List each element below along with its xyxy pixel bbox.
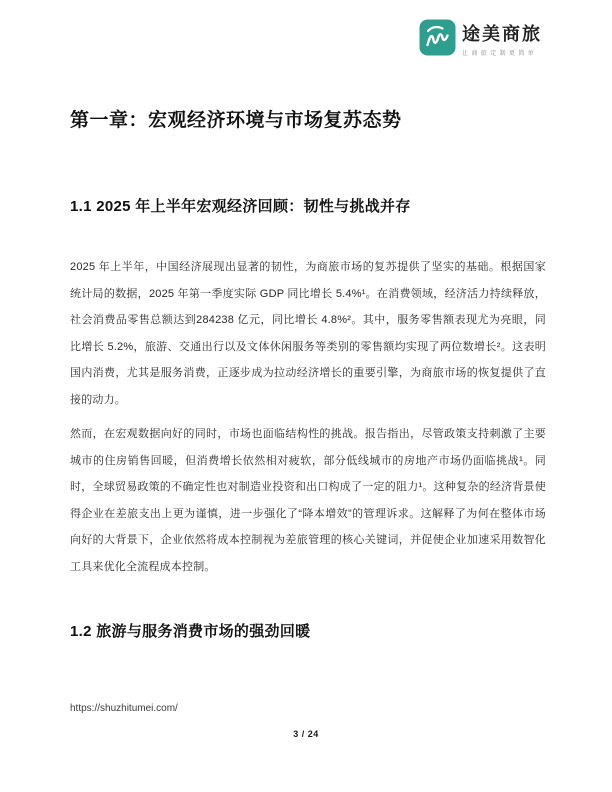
section-1-1-body (70, 254, 546, 588)
section-heading-1-1: 1.1 2025 年上半年宏观经济回顾：韧性与挑战并存 (70, 198, 411, 215)
brand-logo-tagline: 让商旅定制更简单 (462, 50, 538, 57)
brand-logo-icon (419, 19, 456, 56)
body-paragraph-1: 2025 年上半年，中国经济展现出显著的韧性，为商旅市场的复苏提供了坚实的基础。根据国家统计局的数据，2025 年第一季度实际 GDP 同比增长 5.4%¹。在消费领域，经济活力持续释放，社会消费品零售总额达到284238 亿元，同比增长 4.8%²。其中，服务零售额表现尤为亮眼，同比增长 5.2%，旅游、交通出行以及文体休闲服务等类别的零售额均实现了两位数增长²。这表明国内消费，尤其是服务消费，正逐步成为拉动经济增长的重要引擎，为商旅市场的恢复提供了直接的动力。 (70, 261, 546, 406)
brand-logo-text-block (462, 19, 542, 57)
brand-logo (419, 19, 542, 57)
body-paragraph-2: 然而，在宏观数据向好的同时，市场也面临结构性的挑战。报告指出，尽管政策支持刺激了主要城市的住房销售回暖，但消费增长依然相对疲软，部分低线城市的房地产市场仍面临挑战¹。同时，全球贸易政策的不确定性也对制造业投资和出口构成了一定的阻力¹。这种复杂的经济背景使得企业在差旅支出上更为谨慎，进一步强化了“降本增效”的管理诉求。这解释了为何在整体市场向好的大背景下，企业依然将成本控制视为差旅管理的核心关键词，并促使企业加速采用数智化工具来优化全流程成本控制。 (70, 428, 546, 573)
brand-logo-name: 途美商旅 (462, 24, 542, 44)
footer-url-link[interactable]: https://shuzhitumei.com/ (70, 703, 178, 714)
chapter-title: 第一章：宏观经济环境与市场复苏态势 (70, 110, 402, 131)
page-number: 3 / 24 (293, 729, 319, 739)
section-heading-1-2: 1.2 旅游与服务消费市场的强劲回暖 (70, 623, 311, 640)
